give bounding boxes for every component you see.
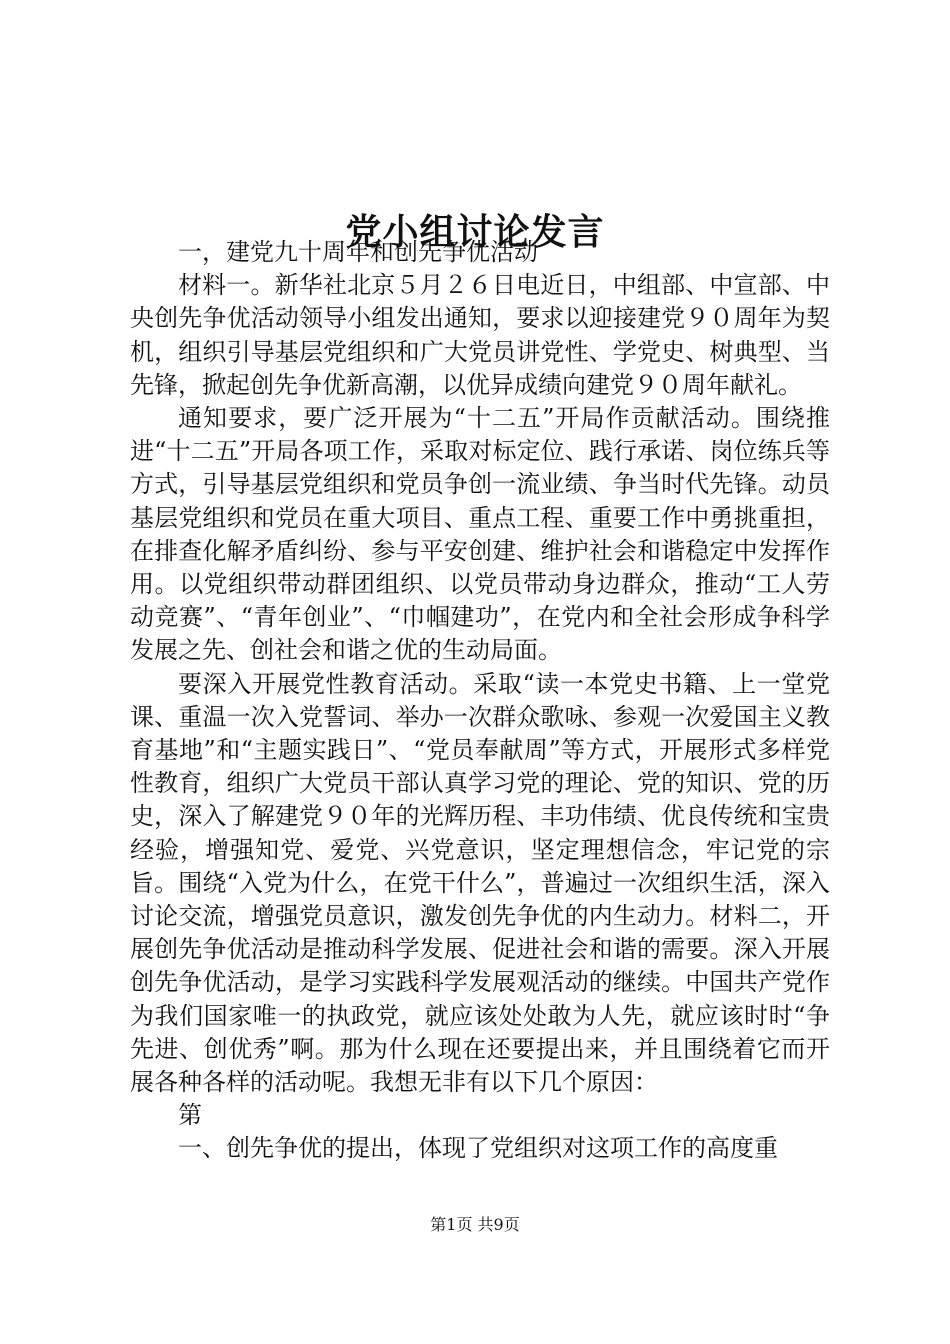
paragraph-notice-requirements: 通知要求，要广泛开展为“十二五”开局作贡献活动。围绕推进“十二五”开局各项工作，采取对标定位、践行承诺、岗位练兵等方式，引导基层党组织和党员争创一流业绩、争当时代先锋。动员基层党组织和党员在重大项目、重点工程、重要工作中勇挑重担，在排查化解矛盾纠纷、参与平安创建、维护社会和谐稳定中发挥作用。以党组织带动群团组织、以党员带动身边群众，推动“工人劳动竞赛”、“青年创业”、“巾帼建功”，在党内和全社会形成争科学发展之先、创社会和谐之优的生动局面。 <box>130 404 830 665</box>
paragraph-first: 第 <box>178 1101 202 1130</box>
paragraph-material-one: 材料一。新华社北京５月２６日电近日，中组部、中宣部、中央创先争优活动领导小组发出通知，要求以迎接建党９０周年为契机，组织引导基层党组织和广大党员讲党性、学党史、树典型、当先锋，掀起创先争优新高潮，以优异成绩向建党９０周年献礼。 <box>130 271 830 399</box>
document-title: 党小组讨论发言 <box>345 211 605 254</box>
paragraph-heading-1: 一，建党九十周年和创先争优活动 <box>178 238 538 266</box>
page-footer: 第1页 共9页 <box>430 1215 520 1234</box>
paragraph-reason-one: 一、创先争优的提出，体现了党组织对这项工作的高度重 <box>178 1134 778 1163</box>
document-body <box>130 236 830 1166</box>
paragraph-party-education: 要深入开展党性教育活动。采取“读一本党史书籍、上一堂党课、重温一次入党誓词、举办一次群众歌咏、参观一次爱国主义教育基地”和“主题实践日”、“党员奉献周”等方式，开展形式多样党性教育，组织广大党员干部认真学习党的理论、党的知识、党的历史，深入了解建党９０年的光辉历程、丰功伟绩、优良传统和宝贵经验，增强知党、爱党、兴党意识，坚定理想信念，牢记党的宗旨。围绕“入党为什么，在党干什么”，普遍过一次组织生活，深入讨论交流，增强党员意识，激发创先争优的内生动力。材料二，开展创先争优活动是推动科学发展、促进社会和谐的需要。深入开展创先争优活动，是学习实践科学发展观活动的继续。中国共产党作为我们国家唯一的执政党，就应该处处敢为人先，就应该时时“争先进、创优秀”啊。那为什么现在还要提出来，并且围绕着它而开展各种各样的活动呢。我想无非有以下几个原因： <box>130 669 830 1097</box>
